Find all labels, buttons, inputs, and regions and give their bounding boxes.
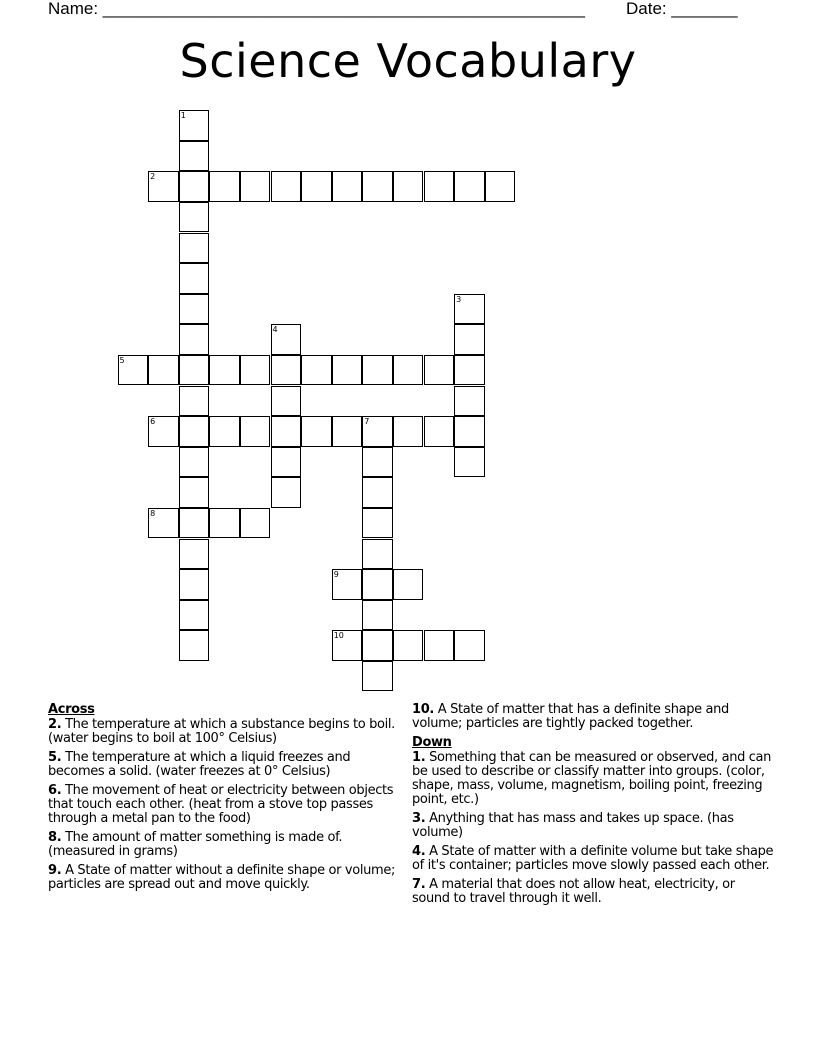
crossword-cell[interactable] <box>240 355 271 386</box>
crossword-cell[interactable] <box>362 508 393 539</box>
crossword-cell[interactable] <box>485 171 516 202</box>
crossword-cell[interactable] <box>362 661 393 692</box>
clue-text: A material that does not allow heat, electricity, or sound to travel through it well. <box>412 877 735 906</box>
clue-number-label: 1 <box>180 111 186 121</box>
crossword-cell[interactable] <box>209 171 240 202</box>
crossword-cell[interactable] <box>393 416 424 447</box>
clue-across-6 <box>48 784 400 826</box>
crossword-cell[interactable] <box>179 600 210 631</box>
crossword-cell[interactable] <box>393 569 424 600</box>
crossword-cell[interactable] <box>179 569 210 600</box>
crossword-cell[interactable] <box>454 630 485 661</box>
down-heading: Down <box>412 735 452 750</box>
crossword-cell[interactable] <box>362 416 393 447</box>
crossword-cell[interactable] <box>179 294 210 325</box>
clue-number-label: 3 <box>456 294 462 304</box>
clue-number: 3. <box>412 811 426 826</box>
clues-left-column <box>48 703 400 897</box>
crossword-cell[interactable] <box>179 110 210 141</box>
crossword-cell[interactable] <box>179 447 210 478</box>
crossword-cell[interactable] <box>179 233 210 264</box>
crossword-cell[interactable] <box>362 539 393 570</box>
clue-number: 8. <box>48 830 62 845</box>
across-heading: Across <box>48 702 95 717</box>
clue-number: 7. <box>412 877 426 892</box>
clue-number: 9. <box>48 863 62 878</box>
crossword-cell[interactable] <box>454 386 485 417</box>
crossword-cell[interactable] <box>148 355 179 386</box>
clue-number-label: 10 <box>333 631 344 641</box>
crossword-cell[interactable] <box>393 630 424 661</box>
crossword-cell[interactable] <box>179 202 210 233</box>
clue-number: 5. <box>48 750 62 765</box>
crossword-cell[interactable] <box>209 416 240 447</box>
crossword-cell[interactable] <box>148 508 179 539</box>
clue-number-label: 6 <box>150 417 156 427</box>
date-field[interactable]: Date: _______ <box>626 0 738 18</box>
clue-number-label: 2 <box>150 172 156 182</box>
clue-text: Something that can be measured or observed, and can be used to describe or classify matter into groups. (color, shape, mass, volume, magnetism, boiling point, freezing point, etc.) <box>412 750 772 807</box>
crossword-cell[interactable] <box>332 569 363 600</box>
crossword-cell[interactable] <box>179 263 210 294</box>
crossword-cell[interactable] <box>454 355 485 386</box>
crossword-cell[interactable] <box>209 508 240 539</box>
crossword-cell[interactable] <box>424 630 455 661</box>
crossword-cell[interactable] <box>332 416 363 447</box>
clue-number-label: 9 <box>333 570 339 580</box>
clue-across-10 <box>412 703 774 731</box>
clue-text: The amount of matter something is made of. (measured in grams) <box>48 830 343 859</box>
crossword-cell[interactable] <box>393 171 424 202</box>
crossword-cell[interactable] <box>362 600 393 631</box>
crossword-cell[interactable] <box>362 355 393 386</box>
crossword-cell[interactable] <box>362 630 393 661</box>
crossword-cell[interactable] <box>271 416 302 447</box>
clue-down-3 <box>412 812 774 840</box>
crossword-cell[interactable] <box>301 416 332 447</box>
crossword-cell[interactable] <box>179 508 210 539</box>
crossword-cell[interactable] <box>332 171 363 202</box>
crossword-cell[interactable] <box>179 355 210 386</box>
clue-text: A State of matter without a definite shape or volume; particles are spread out and move quickly. <box>48 863 396 892</box>
crossword-cell[interactable] <box>271 324 302 355</box>
crossword-cell[interactable] <box>332 355 363 386</box>
crossword-cell[interactable] <box>179 477 210 508</box>
clue-text: The temperature at which a substance begins to boil. (water begins to boil at 100° Celsius) <box>48 717 395 746</box>
crossword-cell[interactable] <box>240 171 271 202</box>
clue-across-2 <box>48 718 400 746</box>
crossword-cell[interactable] <box>424 416 455 447</box>
crossword-cell[interactable] <box>362 477 393 508</box>
clue-number: 1. <box>412 750 426 765</box>
clue-across-8 <box>48 831 400 859</box>
clue-across-9 <box>48 864 400 892</box>
crossword-cell[interactable] <box>301 171 332 202</box>
crossword-cell[interactable] <box>179 416 210 447</box>
crossword-cell[interactable] <box>209 355 240 386</box>
crossword-cell[interactable] <box>393 355 424 386</box>
crossword-cell[interactable] <box>424 171 455 202</box>
clue-number-label: 8 <box>150 508 156 518</box>
crossword-cell[interactable] <box>362 447 393 478</box>
crossword-cell[interactable] <box>332 630 363 661</box>
crossword-cell[interactable] <box>271 477 302 508</box>
clue-number-label: 7 <box>364 417 370 427</box>
crossword-cell[interactable] <box>148 171 179 202</box>
crossword-cell[interactable] <box>271 386 302 417</box>
crossword-cell[interactable] <box>240 508 271 539</box>
crossword-cell[interactable] <box>118 355 149 386</box>
crossword-cell[interactable] <box>454 447 485 478</box>
clues-right-column <box>412 703 774 911</box>
crossword-cell[interactable] <box>362 171 393 202</box>
clue-number: 6. <box>48 783 62 798</box>
clue-across-5 <box>48 751 400 779</box>
crossword-cell[interactable] <box>424 355 455 386</box>
crossword-cell[interactable] <box>179 539 210 570</box>
crossword-cell[interactable] <box>454 324 485 355</box>
crossword-cell[interactable] <box>271 447 302 478</box>
clue-down-7 <box>412 878 774 906</box>
crossword-cell[interactable] <box>179 171 210 202</box>
clue-down-4 <box>412 845 774 873</box>
clue-text: A State of matter that has a definite shape and volume; particles are tightly packed together. <box>412 702 729 731</box>
clue-number-label: 5 <box>119 355 125 365</box>
clue-text: The temperature at which a liquid freezes and becomes a solid. (water freezes at 0° Celsius) <box>48 750 351 779</box>
crossword-cell[interactable] <box>454 294 485 325</box>
crossword-cell[interactable] <box>271 171 302 202</box>
crossword-cell[interactable] <box>454 171 485 202</box>
name-field[interactable]: Name: ___________________________________________________ <box>48 0 585 18</box>
crossword-cell[interactable] <box>362 569 393 600</box>
clue-number-label: 4 <box>272 325 278 335</box>
page-title: Science Vocabulary <box>179 34 637 88</box>
clue-text: The movement of heat or electricity between objects that touch each other. (heat from a stove top passes through a metal pan to the food) <box>48 783 394 826</box>
crossword-cell[interactable] <box>148 416 179 447</box>
clue-text: A State of matter with a definite volume but take shape of it's container; particles move slowly passed each other. <box>412 844 774 873</box>
clue-text: Anything that has mass and takes up space. (has volume) <box>412 811 734 840</box>
crossword-cell[interactable] <box>179 630 210 661</box>
clue-number: 2. <box>48 717 62 732</box>
clue-number: 10. <box>412 702 434 717</box>
crossword-cell[interactable] <box>179 324 210 355</box>
crossword-cell[interactable] <box>454 416 485 447</box>
crossword-cell[interactable] <box>240 416 271 447</box>
clue-down-1 <box>412 751 774 807</box>
crossword-cell[interactable] <box>179 141 210 172</box>
clue-number: 4. <box>412 844 426 859</box>
crossword-cell[interactable] <box>179 386 210 417</box>
crossword-cell[interactable] <box>271 355 302 386</box>
crossword-cell[interactable] <box>301 355 332 386</box>
